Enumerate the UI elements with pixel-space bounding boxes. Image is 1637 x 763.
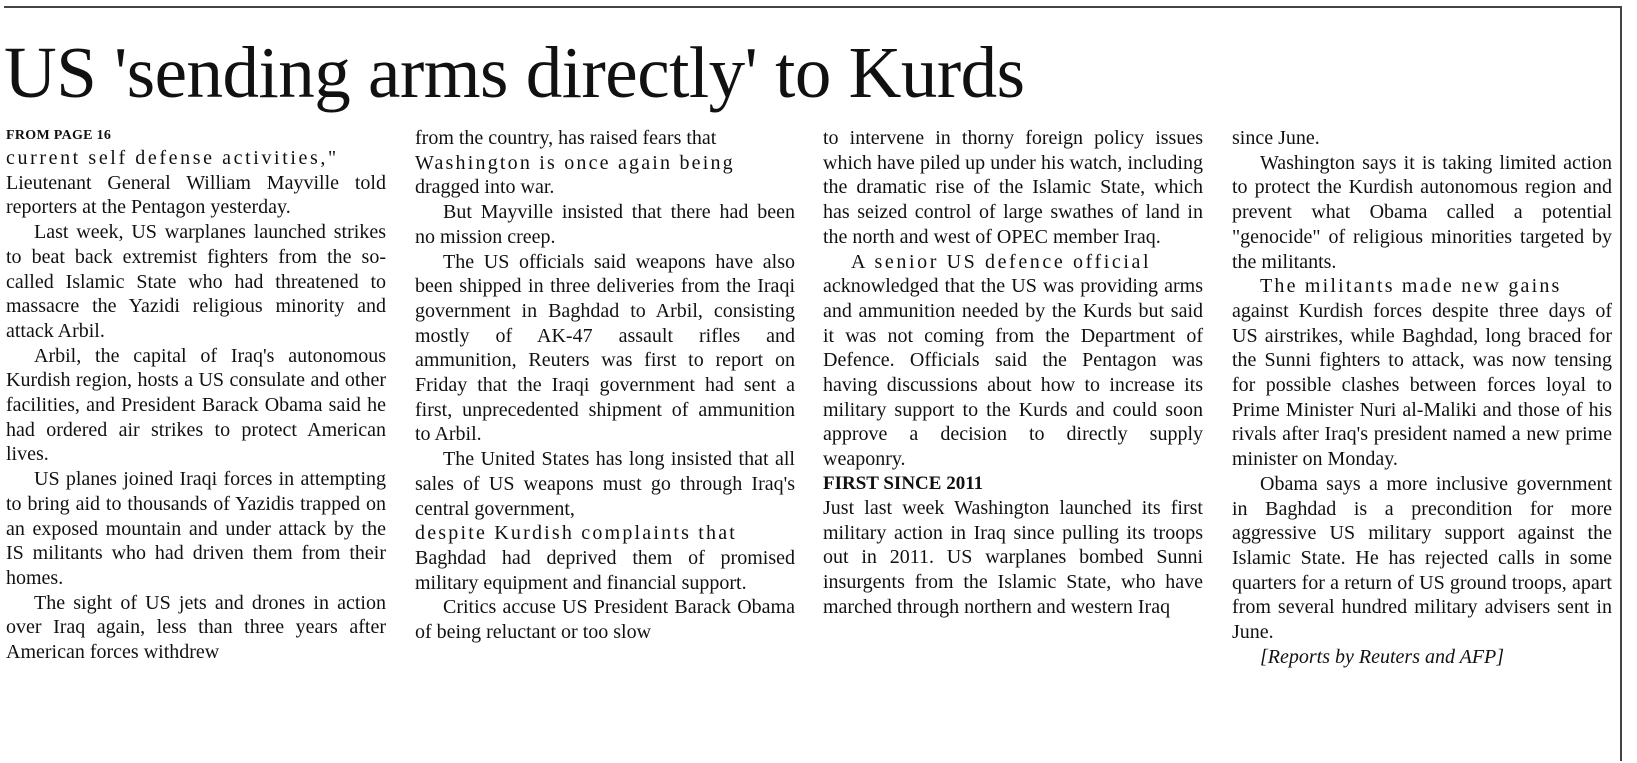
paragraph: Washington is once again being bbox=[415, 151, 735, 174]
paragraph: The sight of US jets and drones in action over Iraq again, less than three years after American forces withdrew bbox=[6, 591, 386, 664]
article-column-2 bbox=[415, 126, 795, 645]
article-column-4 bbox=[1232, 126, 1612, 669]
paragraph: Baghdad had deprived them of promised military equipment and financial support. bbox=[415, 546, 795, 594]
reporting-credit: [Reports by Reuters and AFP] bbox=[1260, 645, 1505, 668]
kicker-from-page: FROM PAGE 16 bbox=[6, 128, 112, 143]
paragraph: Washington says it is taking limited action to protect the Kurdish autonomous region and prevent what Obama called a potential "genocide" of religious minorities targeted by the militants. bbox=[1232, 151, 1612, 273]
top-rule bbox=[4, 6, 1621, 8]
paragraph: to intervene in thorny foreign policy issues which have piled up under his watch, including the dramatic rise of the Islamic State, which has seized control of large swathes of land in the north and west of OPEC member Iraq. bbox=[823, 127, 1203, 248]
paragraph: Lieutenant General William Mayville told reporters at the Pentagon yesterday. bbox=[6, 171, 386, 219]
paragraph: current self defense activities," bbox=[6, 147, 339, 169]
paragraph: Last week, US warplanes launched strikes to beat back extremist fighters from the so-called Islamic State who had threatened to massacre the Yazidi religious minority and attack Arbil. bbox=[6, 221, 386, 342]
paragraph: The militants made new gains bbox=[1260, 275, 1562, 298]
paragraph: The US officials said weapons have also been shipped in three deliveries from the Iraqi government in Baghdad to Arbil, consisting mostly of AK-47 assault rifles and ammunition, Reuters was first to report on Friday that the Iraqi government had sent a first, unprecedented shipment of ammunition to Arbil. bbox=[415, 250, 795, 446]
right-rule bbox=[1620, 6, 1622, 761]
paragraph: The United States has long insisted that all sales of US weapons must go through Iraq's central government, bbox=[415, 448, 795, 520]
paragraph: despite Kurdish complaints that bbox=[415, 522, 738, 545]
headline: US 'sending arms directly' to Kurds bbox=[4, 32, 1025, 113]
paragraph: Critics accuse US President Barack Obama of being reluctant or too slow bbox=[415, 596, 795, 644]
paragraph: acknowledged that the US was providing arms and ammunition needed by the Kurds but said it was not coming from the Department of Defence. Officials said the Pentagon was having discussions about how to increase its military support to the Kurds and could soon approve a decision to directly supply weaponry. bbox=[823, 275, 1203, 471]
paragraph: Just last week Washington launched its first military action in Iraq since pulling its troops out in 2011. US warplanes bombed Sunni insurgents from the Islamic State, who have marched through northern and western Iraq bbox=[823, 496, 1203, 618]
paragraph: from the country, has raised fears that bbox=[415, 127, 717, 149]
paragraph: A senior US defence official bbox=[851, 250, 1152, 273]
paragraph: against Kurdish forces despite three days of US airstrikes, while Baghdad, long braced for the Sunni fighters to attack, was now tensing for possible clashes between forces loyal to Prime Minister Nuri al-Maliki and those of his rivals after Iraq's president named a new prime minister on Monday. bbox=[1232, 299, 1612, 471]
paragraph: But Mayville insisted that there had been no mission creep. bbox=[415, 201, 795, 248]
subheading: FIRST SINCE 2011 bbox=[823, 472, 984, 494]
paragraph: US planes joined Iraqi forces in attempting to bring aid to thousands of Yazidis trapped on an exposed mountain and under attack by the IS militants who had driven them from their homes. bbox=[6, 468, 386, 589]
paragraph: Obama says a more inclusive government in Baghdad is a precondition for more aggressive US military support against the Islamic State. He has rejected calls in some quarters for a return of US ground troops, apart from several hundred military advisers sent in June. bbox=[1232, 472, 1612, 644]
article-column-1 bbox=[6, 126, 386, 665]
paragraph: Arbil, the capital of Iraq's autonomous Kurdish region, hosts a US consulate and other facilities, and President Barack Obama said he had ordered air strikes to protect American lives. bbox=[6, 344, 386, 466]
article-column-3 bbox=[823, 126, 1203, 619]
paragraph: since June. bbox=[1232, 127, 1320, 149]
paragraph: dragged into war. bbox=[415, 176, 555, 199]
